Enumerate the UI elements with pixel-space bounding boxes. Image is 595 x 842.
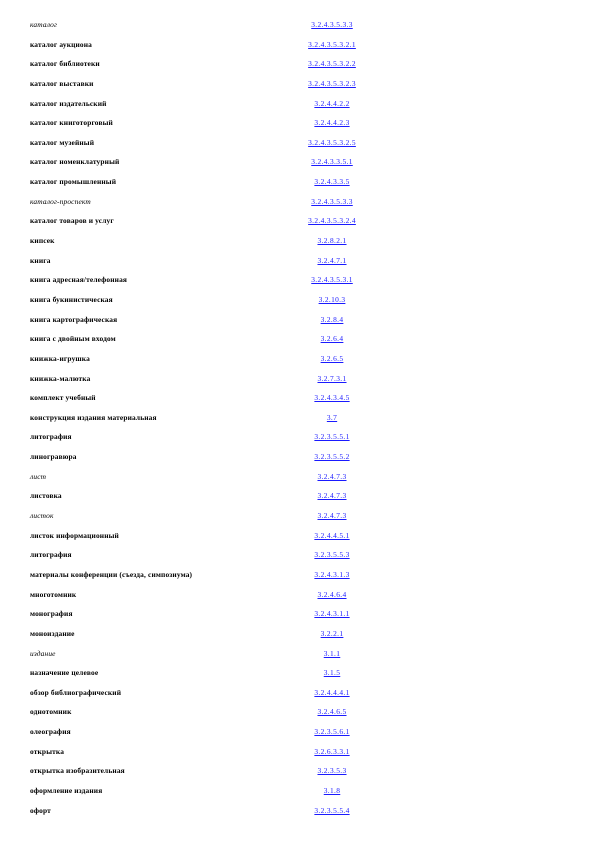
index-term: многотомник (30, 589, 77, 599)
index-term: назначение целевое (30, 668, 99, 678)
section-reference-link[interactable]: 3.1.1 (323, 648, 341, 658)
section-reference-link[interactable]: 3.7 (326, 412, 338, 422)
index-term: каталог музейный (30, 137, 95, 147)
section-reference-link[interactable]: 3.2.4.7.3 (317, 471, 347, 481)
section-reference-link[interactable]: 3.2.8.4 (320, 314, 344, 324)
index-row (30, 94, 550, 114)
index-term: конструкция издания материальная (30, 412, 157, 422)
section-reference-link[interactable]: 3.2.4.7.3 (317, 491, 347, 501)
index-row (30, 290, 550, 310)
index-term: каталог библиотеки (30, 59, 100, 69)
index-term: олеография (30, 727, 71, 737)
section-reference-link[interactable]: 3.2.4.3.5.3.2.2 (308, 59, 356, 69)
index-row (30, 604, 550, 624)
section-reference-link[interactable]: 3.2.3.5.5.3 (314, 550, 350, 560)
section-reference-link[interactable]: 3.2.4.3.1.3 (314, 569, 350, 579)
index-term: издание (30, 648, 56, 658)
index-term: каталог-проспект (30, 196, 91, 206)
index-term: комплект учебный (30, 393, 96, 403)
index-term: офорт (30, 805, 51, 815)
index-row (30, 152, 550, 172)
index-term: кипсек (30, 236, 55, 246)
index-row (30, 369, 550, 389)
index-row (30, 388, 550, 408)
index-row (30, 113, 550, 133)
index-term: листок информационный (30, 530, 119, 540)
section-reference-link[interactable]: 3.2.4.3.5.3.3 (311, 20, 353, 29)
index-row (30, 408, 550, 428)
section-reference-link[interactable]: 3.2.4.4.2.3 (314, 118, 350, 128)
section-reference-link[interactable]: 3.2.4.3.4.5 (314, 393, 350, 403)
index-term: литография (30, 550, 72, 560)
index-row (30, 683, 550, 703)
section-reference-link[interactable]: 3.2.10.3 (318, 294, 346, 304)
index-term: однотомник (30, 707, 72, 717)
section-reference-link[interactable]: 3.2.4.3.5.3.2.4 (308, 216, 356, 226)
section-reference-link[interactable]: 3.2.3.5.6.1 (314, 727, 350, 737)
section-reference-link[interactable]: 3.2.7.3.1 (317, 373, 347, 383)
section-reference-link[interactable]: 3.2.8.2.1 (317, 236, 347, 246)
section-reference-link[interactable]: 3.2.4.7.3 (317, 511, 347, 521)
section-reference-link[interactable]: 3.2.4.7.1 (317, 255, 347, 265)
section-reference-link[interactable]: 3.2.4.3.3.5 (314, 177, 350, 187)
section-reference-link[interactable]: 3.2.4.4.5.1 (314, 530, 350, 540)
section-reference-link[interactable]: 3.2.6.5 (320, 353, 344, 363)
section-reference-link[interactable]: 3.2.4.3.1.1 (314, 609, 350, 619)
index-term: книга с двойным входом (30, 334, 116, 344)
section-reference-link[interactable]: 3.2.2.1 (320, 628, 344, 638)
section-reference-link[interactable]: 3.2.3.5.3 (317, 766, 347, 776)
index-row (30, 349, 550, 369)
index-term: книга букинистическая (30, 294, 113, 304)
index-row (30, 565, 550, 585)
section-reference-link[interactable]: 3.2.4.4.4.1 (314, 687, 350, 697)
section-reference-link[interactable]: 3.2.4.4.2.2 (314, 98, 350, 108)
section-reference-link[interactable]: 3.2.4.6.5 (317, 707, 347, 717)
index-row (30, 702, 550, 722)
index-term: листок (30, 511, 54, 521)
index-term: обзор библиографический (30, 687, 122, 697)
index-row (30, 231, 550, 251)
index-term: каталог аукциона (30, 39, 93, 49)
index-row (30, 742, 550, 762)
term-index-list (30, 15, 550, 820)
index-row (30, 781, 550, 801)
index-term: каталог издательский (30, 98, 107, 108)
index-row (30, 35, 550, 55)
index-row (30, 624, 550, 644)
index-term: книга картографическая (30, 314, 118, 324)
index-row (30, 526, 550, 546)
section-reference-link[interactable]: 3.2.3.5.5.2 (314, 452, 350, 462)
index-row (30, 801, 550, 821)
index-term: каталог номенклатурный (30, 157, 120, 167)
index-term: монография (30, 609, 73, 619)
index-term: каталог (30, 20, 58, 29)
index-row (30, 585, 550, 605)
index-term: книжка-игрушка (30, 353, 90, 363)
index-row (30, 644, 550, 664)
index-term: лист (30, 471, 47, 481)
index-term: книга (30, 255, 51, 265)
section-reference-link[interactable]: 3.2.6.4 (320, 334, 344, 344)
section-reference-link[interactable]: 3.2.4.6.4 (317, 589, 347, 599)
section-reference-link[interactable]: 3.2.4.3.5.3.2.5 (308, 137, 356, 147)
index-row (30, 15, 550, 35)
index-term: каталог промышленный (30, 177, 117, 187)
index-term: листовка (30, 491, 62, 501)
index-row (30, 74, 550, 94)
index-term: каталог выставки (30, 78, 94, 88)
index-row (30, 310, 550, 330)
section-reference-link[interactable]: 3.2.6.3.3.1 (314, 746, 350, 756)
index-row (30, 329, 550, 349)
index-row (30, 211, 550, 231)
section-reference-link[interactable]: 3.2.4.3.5.3.1 (311, 275, 353, 285)
index-row (30, 251, 550, 271)
index-row (30, 427, 550, 447)
index-row (30, 467, 550, 487)
index-row (30, 545, 550, 565)
section-reference-link[interactable]: 3.1.8 (323, 785, 341, 795)
index-row (30, 486, 550, 506)
index-term: книга адресная/телефонная (30, 275, 128, 285)
index-row (30, 506, 550, 526)
section-reference-link[interactable]: 3.2.4.3.5.3.3 (311, 196, 353, 206)
section-reference-link[interactable]: 3.2.4.3.5.3.2.1 (308, 39, 356, 49)
section-reference-link[interactable]: 3.2.3.5.5.1 (314, 432, 350, 442)
index-row (30, 447, 550, 467)
index-row (30, 761, 550, 781)
section-reference-link[interactable]: 3.2.4.3.5.3.2.3 (308, 78, 356, 88)
index-row (30, 722, 550, 742)
index-row (30, 270, 550, 290)
index-term: каталог товаров и услуг (30, 216, 114, 226)
index-row (30, 54, 550, 74)
section-reference-link[interactable]: 3.2.3.5.5.4 (314, 805, 350, 815)
index-row (30, 172, 550, 192)
index-term: книжка-малютка (30, 373, 91, 383)
index-row (30, 192, 550, 212)
index-row (30, 133, 550, 153)
index-term: открытка изобразительная (30, 766, 125, 776)
section-reference-link[interactable]: 3.2.4.3.3.5.1 (311, 157, 353, 167)
index-row (30, 663, 550, 683)
index-term: оформление издания (30, 785, 103, 795)
index-term: литография (30, 432, 72, 442)
index-term: каталог книготорговый (30, 118, 113, 128)
index-term: материалы конференции (съезда, симпозиума) (30, 569, 193, 579)
index-term: моноиздание (30, 628, 75, 638)
index-term: открытка (30, 746, 65, 756)
section-reference-link[interactable]: 3.1.5 (323, 668, 341, 678)
index-term: линогравюра (30, 452, 77, 462)
